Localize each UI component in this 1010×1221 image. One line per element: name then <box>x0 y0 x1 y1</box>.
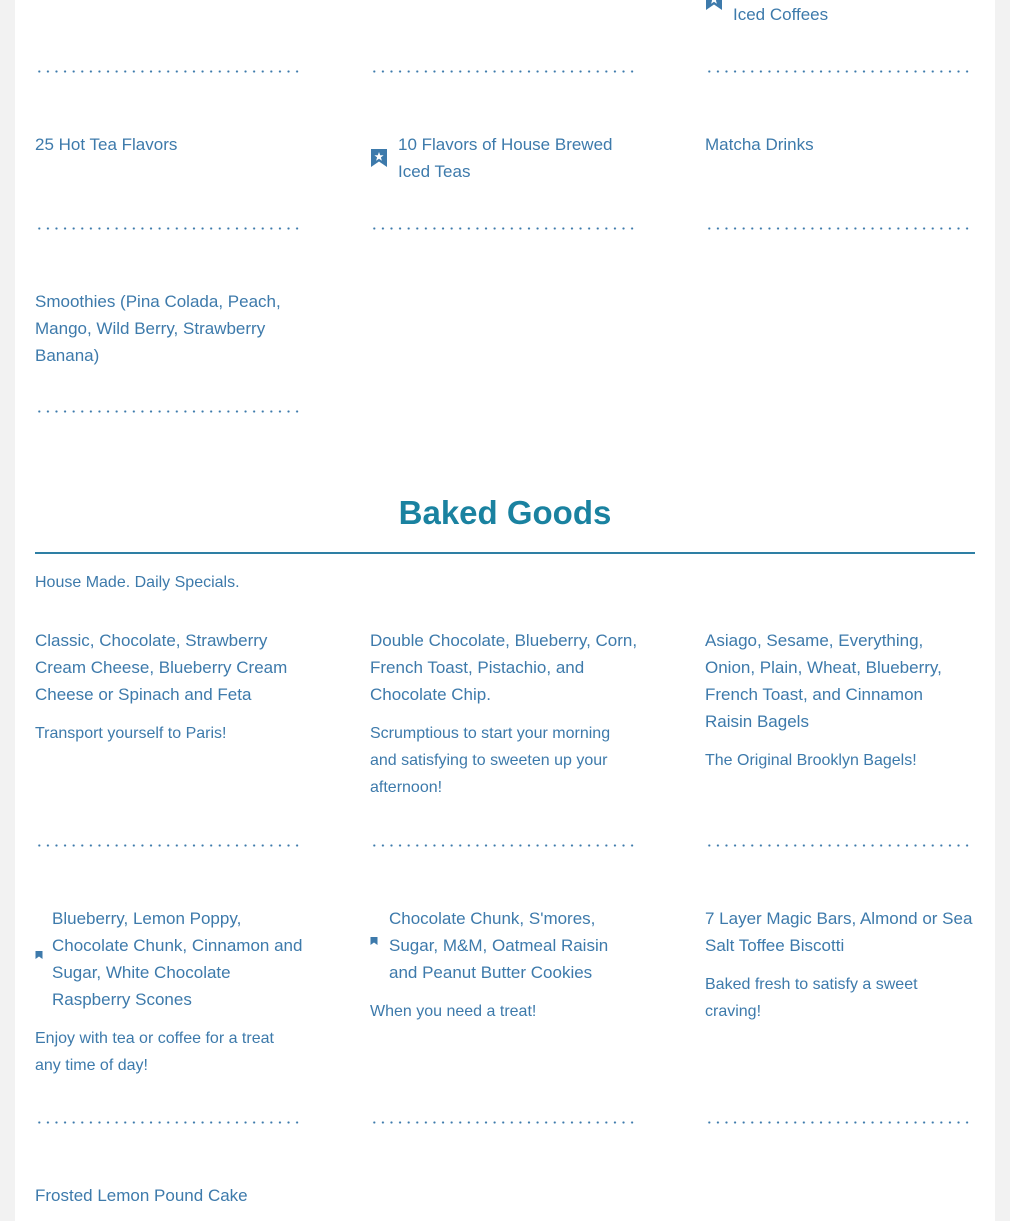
menu-item-hot-tea[interactable] <box>35 131 303 158</box>
menu-item-description: Scrumptious to start your morning and satisfying to sweeten up your afternoon! <box>370 725 611 796</box>
dotted-divider <box>370 70 638 73</box>
menu-item-title: Smoothies (Pina Colada, Peach, Mango, Wild Berry, Strawberry Banana) <box>35 292 281 365</box>
menu-item-description: Transport yourself to Paris! <box>35 725 227 742</box>
menu-item-title: Chocolate Chunk, S'mores, Sugar, M&M, Oatmeal Raisin and Peanut Butter Cookies <box>389 909 609 982</box>
dotted-divider <box>35 1121 303 1124</box>
menu-item-title: 10 Flavors of House Brewed Iced Teas <box>398 135 613 181</box>
bookmark-star-icon <box>705 0 723 10</box>
menu-item-bars[interactable] <box>705 905 973 1025</box>
menu-item-description: When you need a treat! <box>370 1003 537 1020</box>
section-divider <box>35 552 975 554</box>
menu-item-title: Classic, Chocolate, Strawberry Cream Cheese, Blueberry Cream Cheese or Spinach and Feta <box>35 631 288 704</box>
dotted-divider <box>705 1121 973 1124</box>
dotted-divider <box>35 410 303 413</box>
bookmark-icon <box>35 951 43 959</box>
dotted-divider <box>370 227 638 230</box>
dotted-divider <box>35 844 303 847</box>
menu-item-title: Blueberry, Lemon Poppy, Chocolate Chunk, Cinnamon and Sugar, White Chocolate Raspberry Scones <box>52 909 303 1009</box>
menu-item-matcha[interactable] <box>705 131 973 158</box>
menu-item-description: The Original Brooklyn Bagels! <box>705 752 917 769</box>
section-title: Baked Goods <box>398 494 612 531</box>
menu-item-description: Baked fresh to satisfy a sweet craving! <box>705 976 918 1020</box>
dotted-divider <box>370 1121 638 1124</box>
dotted-divider <box>705 70 973 73</box>
menu-item-pound-cake[interactable] <box>35 1182 303 1209</box>
menu-item-bagels[interactable] <box>705 627 973 774</box>
menu-item-description: Enjoy with tea or coffee for a treat any time of day! <box>35 1030 274 1074</box>
dotted-divider <box>370 844 638 847</box>
dotted-divider <box>35 227 303 230</box>
menu-item-title: 7 Layer Magic Bars, Almond or Sea Salt Toffee Biscotti <box>705 909 973 955</box>
menu-item-cookies[interactable] <box>370 905 638 1025</box>
menu-item-title: Double Chocolate, Blueberry, Corn, French Toast, Pistachio, and Chocolate Chip. <box>370 631 638 704</box>
dotted-divider <box>705 844 973 847</box>
bookmark-icon <box>370 937 378 945</box>
menu-item-smoothies[interactable] <box>35 288 303 369</box>
menu-item-muffins[interactable] <box>370 627 638 801</box>
bookmark-star-icon <box>370 149 388 167</box>
menu-item-iced-teas[interactable] <box>370 131 638 185</box>
menu-item-title: Frosted Lemon Pound Cake <box>35 1186 248 1205</box>
menu-page <box>15 0 995 1221</box>
menu-item-croissants[interactable] <box>35 627 303 747</box>
menu-item-title: Iced Coffees <box>733 5 829 24</box>
menu-item-title: Matcha Drinks <box>705 135 814 154</box>
menu-item-title: Asiago, Sesame, Everything, Onion, Plain, Wheat, Blueberry, French Toast, and Cinnamon Raisin Bagels <box>705 631 942 731</box>
dotted-divider <box>35 70 303 73</box>
dotted-divider <box>705 227 973 230</box>
menu-item-scones[interactable] <box>35 905 303 1079</box>
section-subtitle: House Made. Daily Specials. <box>35 574 240 591</box>
menu-item-title: 25 Hot Tea Flavors <box>35 135 178 154</box>
menu-item-iced-coffees[interactable] <box>705 0 973 28</box>
